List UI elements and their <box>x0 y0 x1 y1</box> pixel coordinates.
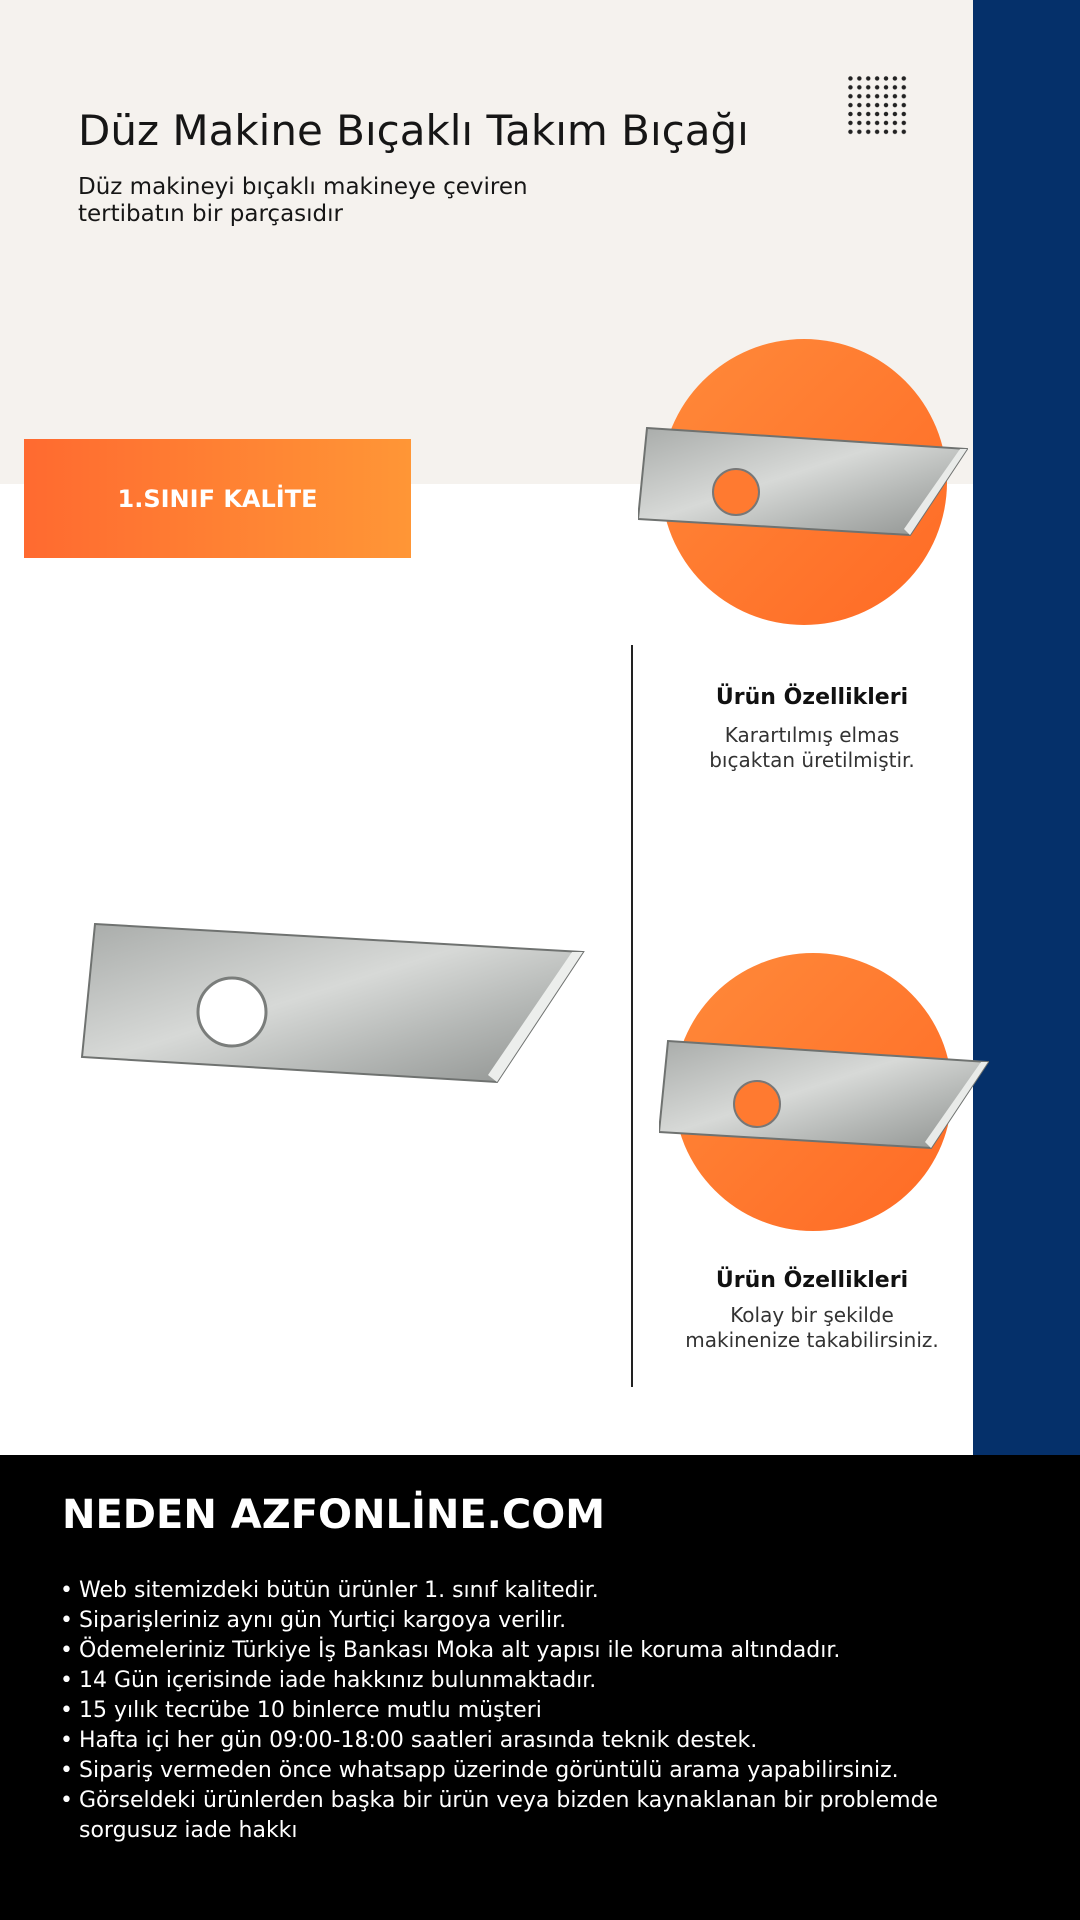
quality-badge-label: 1.SINIF KALİTE <box>117 484 318 513</box>
list-item: • 15 yılık tecrübe 10 binlerce mutlu müşteri <box>60 1696 1040 1726</box>
feature-1-description: Karartılmış elmas bıçaktan üretilmiştir. <box>709 723 915 772</box>
page-subtitle: Düz makineyi bıçaklı makineye çeviren tertibatın bir parçasıdır <box>78 174 528 227</box>
blade-image-large <box>80 920 585 1085</box>
quality-badge <box>24 439 411 558</box>
list-item: • Siparişleriniz aynı gün Yurtiçi kargoya verilir. <box>60 1606 1040 1636</box>
dot-grid-decoration <box>846 74 908 136</box>
benefits-list <box>60 1576 1040 1846</box>
list-item: • Sipariş vermeden önce whatsapp üzerinde görüntülü arama yapabilirsiniz. <box>60 1756 1040 1786</box>
feature-2-title: Ürün Özellikleri <box>715 1268 909 1293</box>
blade-image-small-1 <box>638 425 968 537</box>
list-item: • Görseldeki ürünlerden başka bir ürün veya bizden kaynaklanan bir problemde sorgusuz iade hakkı <box>60 1786 979 1846</box>
list-item: • 14 Gün içerisinde iade hakkınız bulunmaktadır. <box>60 1666 1040 1696</box>
feature-1-title: Ürün Özellikleri <box>715 685 909 710</box>
vertical-divider <box>631 645 633 1387</box>
page-title: Düz Makine Bıçaklı Takım Bıçağı <box>78 106 749 155</box>
blade-image-small-2 <box>659 1038 989 1150</box>
side-accent-bar <box>973 0 1080 1455</box>
footer-title: NEDEN AZFONLİNE.COM <box>62 1492 606 1538</box>
list-item: • Web sitemizdeki bütün ürünler 1. sınıf kalitedir. <box>60 1576 1040 1606</box>
list-item: • Ödemeleriniz Türkiye İş Bankası Moka alt yapısı ile koruma altındadır. <box>60 1636 1040 1666</box>
list-item: • Hafta içi her gün 09:00-18:00 saatleri arasında teknik destek. <box>60 1726 1040 1756</box>
feature-2-description: Kolay bir şekilde makinenize takabilirsiniz. <box>685 1303 939 1352</box>
